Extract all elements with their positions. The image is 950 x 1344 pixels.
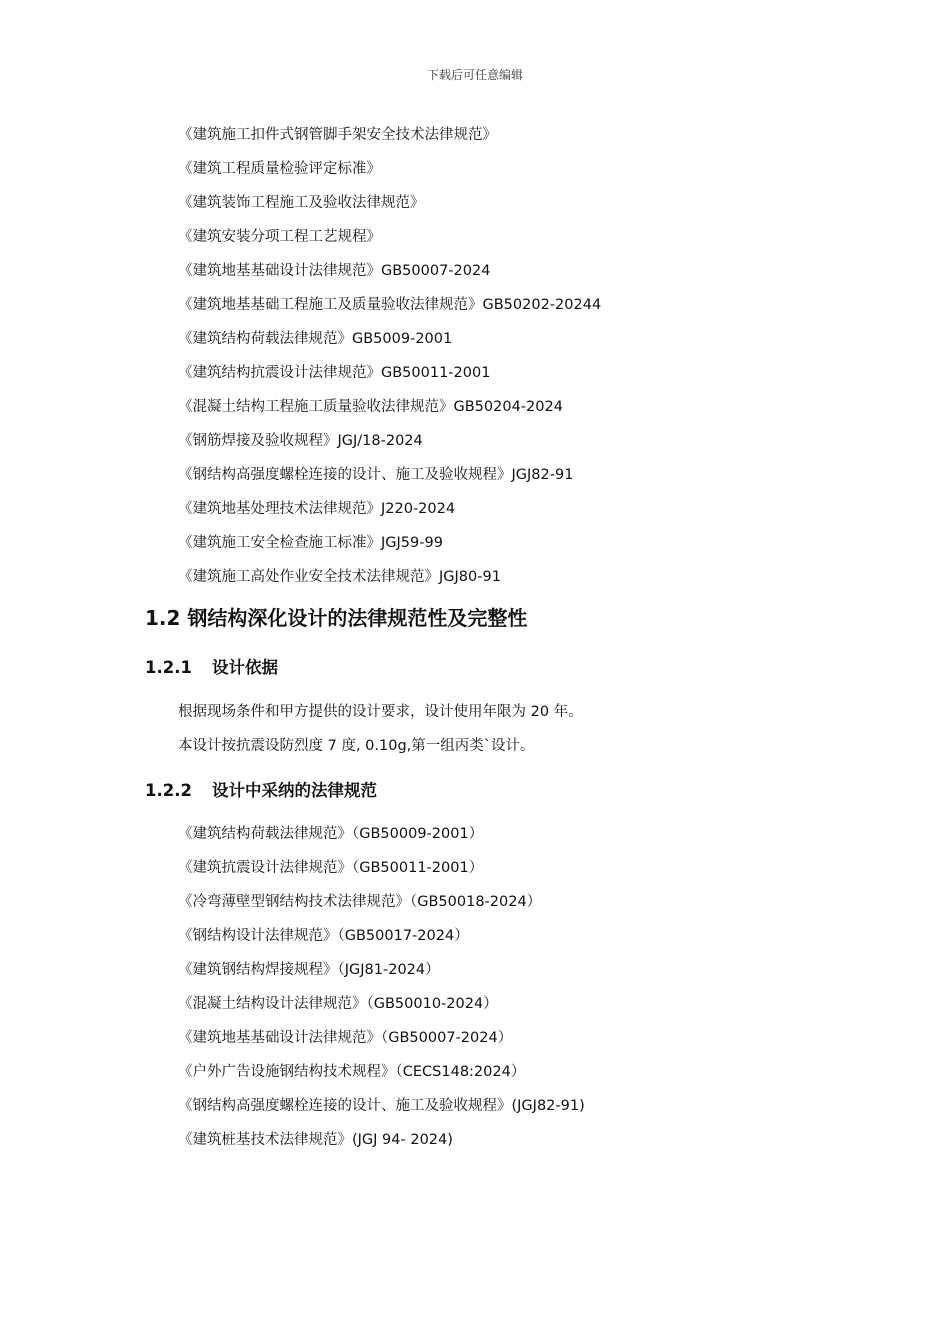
list-item: 《建筑地基基础设计法律规范》GB50007-2024 xyxy=(178,263,491,279)
list-item: 《建筑施工安全检查施工标准》JGJ59-99 xyxy=(178,535,443,551)
list-item: 《钢结构高强度螺栓连接的设计、施工及验收规程》(JGJ82-91) xyxy=(178,1098,585,1114)
section-heading-1-2: 1.2 钢结构深化设计的法律规范性及完整性 xyxy=(145,606,528,630)
list-item: 《建筑地基基础工程施工及质量验收法律规范》GB50202-20244 xyxy=(178,297,602,313)
list-item: 《钢结构设计法律规范》（GB50017-2024） xyxy=(178,928,469,944)
list-item: 《冷弯薄壁型钢结构技术法律规范》（GB50018-2024） xyxy=(178,894,542,910)
list-item: 《建筑结构荷载法律规范》GB5009-2001 xyxy=(178,331,453,347)
list-item: 《建筑地基基础设计法律规范》（GB50007-2024） xyxy=(178,1030,513,1046)
list-item: 《钢结构高强度螺栓连接的设计、施工及验收规程》JGJ82-91 xyxy=(178,467,574,483)
reference-list xyxy=(178,118,601,594)
list-item: 《建筑地基处理技术法律规范》J220-2024 xyxy=(178,501,456,517)
list-item: 《混凝土结构工程施工质量验收法律规范》GB50204-2024 xyxy=(178,399,563,415)
list-item: 《建筑施工高处作业安全技术法律规范》JGJ80-91 xyxy=(178,569,501,585)
list-item: 《建筑抗震设计法律规范》（GB50011-2001） xyxy=(178,860,484,876)
list-item: 《建筑装饰工程施工及验收法律规范》 xyxy=(178,195,425,211)
adopted-codes-list xyxy=(178,817,585,1157)
paragraph: 根据现场条件和甲方提供的设计要求，设计使用年限为 20 年。 xyxy=(178,704,583,720)
list-item: 《建筑安装分项工程工艺规程》 xyxy=(178,229,381,245)
subsection-number: 1.2.1 xyxy=(145,658,192,677)
list-item: 《钢筋焊接及验收规程》JGJ/18-2024 xyxy=(178,433,423,449)
subsection-title: 设计中采纳的法律规范 xyxy=(212,781,377,800)
header-note: 下载后可任意编辑 xyxy=(426,68,523,82)
list-item: 《建筑钢结构焊接规程》（JGJ81-2024） xyxy=(178,962,440,978)
list-item: 《建筑桩基技术法律规范》(JGJ 94- 2024) xyxy=(178,1132,453,1148)
list-item: 《建筑结构抗震设计法律规范》GB50011-2001 xyxy=(178,365,491,381)
paragraph: 本设计按抗震设防烈度 7 度, 0.10g,第一组丙类`设计。 xyxy=(178,738,535,754)
subsection-title: 设计依据 xyxy=(212,658,278,677)
subsection-heading-1-2-2 xyxy=(145,777,377,801)
list-item: 《户外广告设施钢结构技术规程》（CECS148:2024） xyxy=(178,1064,526,1080)
list-item: 《建筑工程质量检验评定标准》 xyxy=(178,161,381,177)
subsection-number: 1.2.2 xyxy=(145,781,192,800)
design-basis-paragraphs xyxy=(178,695,583,763)
list-item: 《建筑施工扣件式钢管脚手架安全技术法律规范》 xyxy=(178,127,497,143)
subsection-heading-1-2-1 xyxy=(145,654,278,678)
list-item: 《建筑结构荷载法律规范》（GB50009-2001） xyxy=(178,826,484,842)
list-item: 《混凝土结构设计法律规范》（GB50010-2024） xyxy=(178,996,498,1012)
